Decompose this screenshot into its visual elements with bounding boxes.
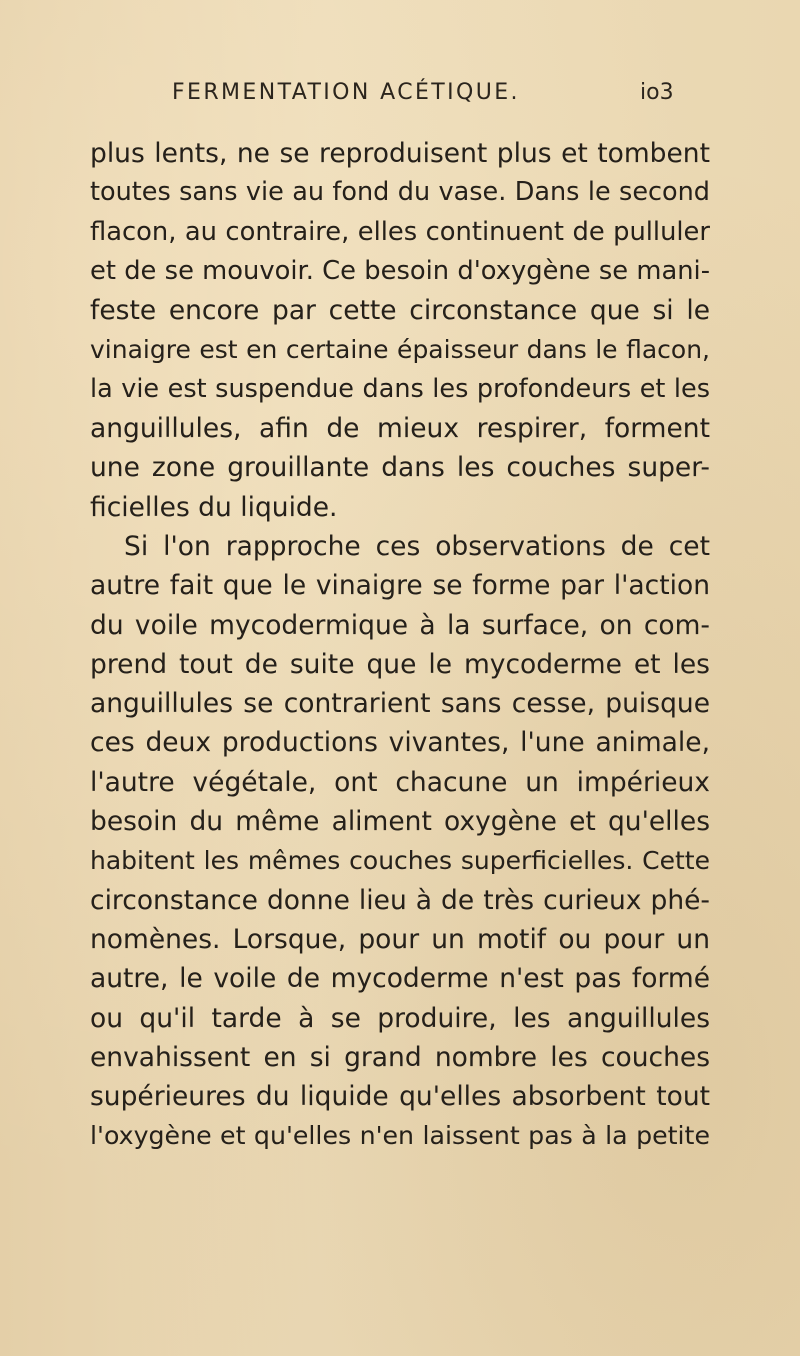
text-line: prend tout de suite que le mycoderme et les [90,648,710,680]
text-line: ces deux productions vivantes, l'une animale, [90,727,710,759]
page-number: io3 [640,80,674,105]
text-line: et de se mouvoir. Ce besoin d'oxygène se mani- [90,255,710,286]
text-line: du voile mycodermique à la surface, on com- [90,609,710,641]
text-line: toutes sans vie au fond du vase. Dans le second [90,177,710,208]
text-line: nomènes. Lorsque, pour un motif ou pour un [90,923,710,955]
text-line: plus lents, ne se reproduisent plus et tombent [90,138,710,169]
text-line: anguillules se contrarient sans cesse, puisque [90,688,710,720]
text-line: autre fait que le vinaigre se forme par l'action [90,570,710,602]
running-title: FERMENTATION ACÉTIQUE. [172,80,520,105]
text-line: anguillules, afin de mieux respirer, forment [90,413,710,445]
text-line: ou qu'il tarde à se produire, les anguillules [90,1002,710,1034]
text-line: autre, le voile de mycoderme n'est pas formé [90,963,710,995]
text-line: une zone grouillante dans les couches super- [90,452,710,484]
text-line: la vie est suspendue dans les profondeurs et les [90,373,710,404]
text-line: supérieures du liquide qu'elles absorbent tout [90,1081,710,1113]
text-line: habitent les mêmes couches superficielles. Cette [90,846,710,876]
body-text [90,134,710,1156]
text-line: circonstance donne lieu à de très curieux phé- [90,884,710,916]
text-line: l'oxygène et qu'elles n'en laissent pas à la petite [90,1121,710,1151]
text-line: Si l'on rapproche ces observations de cet [124,530,710,562]
text-line: besoin du même aliment oxygène et qu'elles [90,806,710,838]
text-line: l'autre végétale, ont chacune un impérieux [90,766,710,798]
text-line: vinaigre est en certaine épaisseur dans le flacon, [90,335,710,365]
text-line: flacon, au contraire, elles continuent de pulluler [90,216,710,247]
text-line: feste encore par cette circonstance que si le [90,295,710,327]
text-line: envahissent en si grand nombre les couches [90,1041,710,1073]
text-line: ficielles du liquide. [90,491,338,523]
